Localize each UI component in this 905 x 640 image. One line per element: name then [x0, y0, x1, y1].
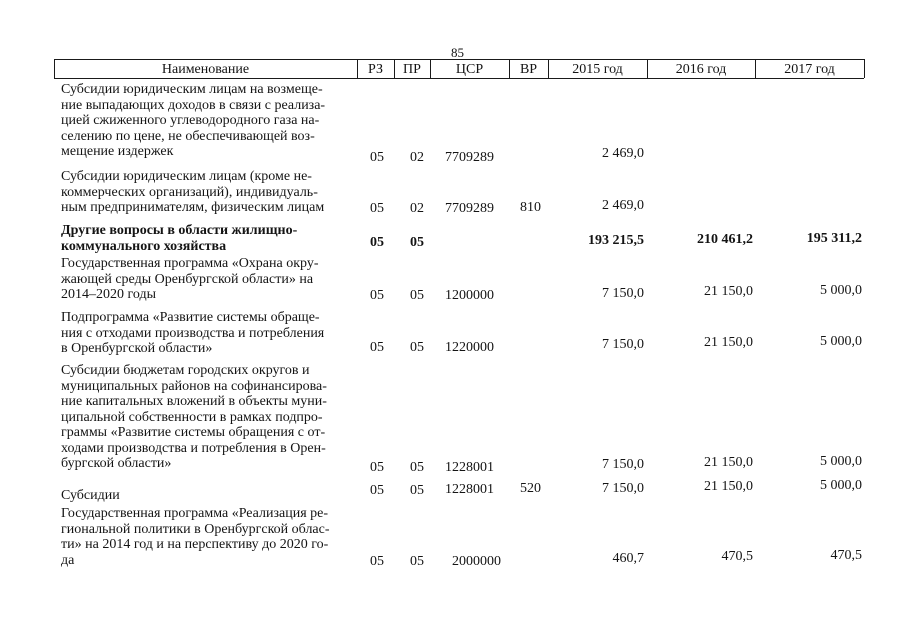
row-name: Субсидии бюджетам городских округов и муниципальных районов на софинансирова- ние капитальных вложений в объекты муни- ципальной собственности в рамках подпро- граммы «Развитие системы обращения с от- ходами производства и потребления в Орен- бургской области» [61, 363, 327, 471]
row-csr: 1228001 [445, 482, 494, 497]
row-2015: 193 215,5 [588, 233, 644, 248]
row-2015: 7 150,0 [602, 286, 644, 301]
row-pr: 05 [410, 483, 424, 498]
row-2015: 7 150,0 [602, 481, 644, 496]
row-pr: 02 [410, 150, 424, 165]
header-vr: ВР [519, 62, 538, 77]
row-vr: 520 [520, 481, 541, 496]
header-name: Наименование [161, 62, 250, 77]
row-2015: 2 469,0 [602, 146, 644, 161]
header-2017: 2017 год [784, 62, 835, 77]
row-rz: 05 [370, 340, 384, 355]
row-2017: 470,5 [830, 548, 862, 563]
row-rz: 05 [370, 483, 384, 498]
row-pr: 02 [410, 201, 424, 216]
row-name: Подпрограмма «Развитие системы обраще- ния с отходами производства и потребления в Оренбургской области» [61, 310, 325, 356]
row-2016: 21 150,0 [704, 335, 753, 350]
row-csr: 1220000 [445, 340, 494, 355]
row-rz: 05 [370, 460, 384, 475]
row-2015: 2 469,0 [602, 198, 644, 213]
row-rz: 05 [370, 288, 384, 303]
row-2017: 5 000,0 [820, 283, 862, 298]
page-number: 85 [451, 45, 464, 60]
row-2017: 5 000,0 [820, 334, 862, 349]
row-name: Государственная программа «Реализация ре- гиональной политики в Оренбургской облас- ти» на 2014 год и на перспективу до 2020 го- да [61, 506, 330, 568]
row-pr: 05 [410, 460, 424, 475]
header-rz: РЗ [368, 62, 383, 77]
row-name: Государственная программа «Охрана окру- жающей среды Оренбургской области» на 2014–2020 годы [61, 256, 319, 302]
row-pr: 05 [410, 288, 424, 303]
row-rz: 05 [370, 201, 384, 216]
row-2016: 21 150,0 [704, 455, 753, 470]
row-pr: 05 [410, 235, 424, 250]
row-2016: 210 461,2 [697, 232, 753, 247]
row-name: Субсидии юридическим лицам на возмеще- ние выпадающих доходов в связи с реализа- цией сжиженного углеводородного газа на- селению по цене, не обеспечивающей воз- мещение издержек [61, 82, 326, 159]
row-csr: 7709289 [445, 150, 494, 165]
row-2016: 21 150,0 [704, 284, 753, 299]
row-2015: 7 150,0 [602, 457, 644, 472]
header-2016: 2016 год [675, 62, 727, 77]
row-csr: 2000000 [452, 554, 501, 569]
row-name: Субсидии [61, 488, 120, 503]
row-rz: 05 [370, 150, 384, 165]
header-divider [864, 59, 865, 78]
row-2017: 5 000,0 [820, 454, 862, 469]
row-vr: 810 [520, 200, 541, 215]
row-2015: 460,7 [612, 551, 644, 566]
row-pr: 05 [410, 340, 424, 355]
header-bottom-border [54, 78, 864, 79]
row-2016: 21 150,0 [704, 479, 753, 494]
header-csr: ЦСР [455, 62, 484, 77]
row-csr: 7709289 [445, 201, 494, 216]
row-rz: 05 [370, 554, 384, 569]
row-2017: 195 311,2 [806, 231, 862, 246]
row-2016: 470,5 [721, 549, 753, 564]
header-top-border [54, 59, 864, 60]
row-csr: 1228001 [445, 460, 494, 475]
row-2017: 5 000,0 [820, 478, 862, 493]
header-pr: ПР [403, 62, 421, 77]
row-pr: 05 [410, 554, 424, 569]
row-2015: 7 150,0 [602, 337, 644, 352]
row-name: Субсидии юридическим лицам (кроме не- коммерческих организаций), индивидуаль- ным предпринимателям, физическим лицам [61, 169, 325, 215]
row-name: Другие вопросы в области жилищно- коммунального хозяйства [61, 223, 298, 254]
row-csr: 1200000 [445, 288, 494, 303]
header-2015: 2015 год [572, 62, 623, 77]
row-rz: 05 [370, 235, 384, 250]
